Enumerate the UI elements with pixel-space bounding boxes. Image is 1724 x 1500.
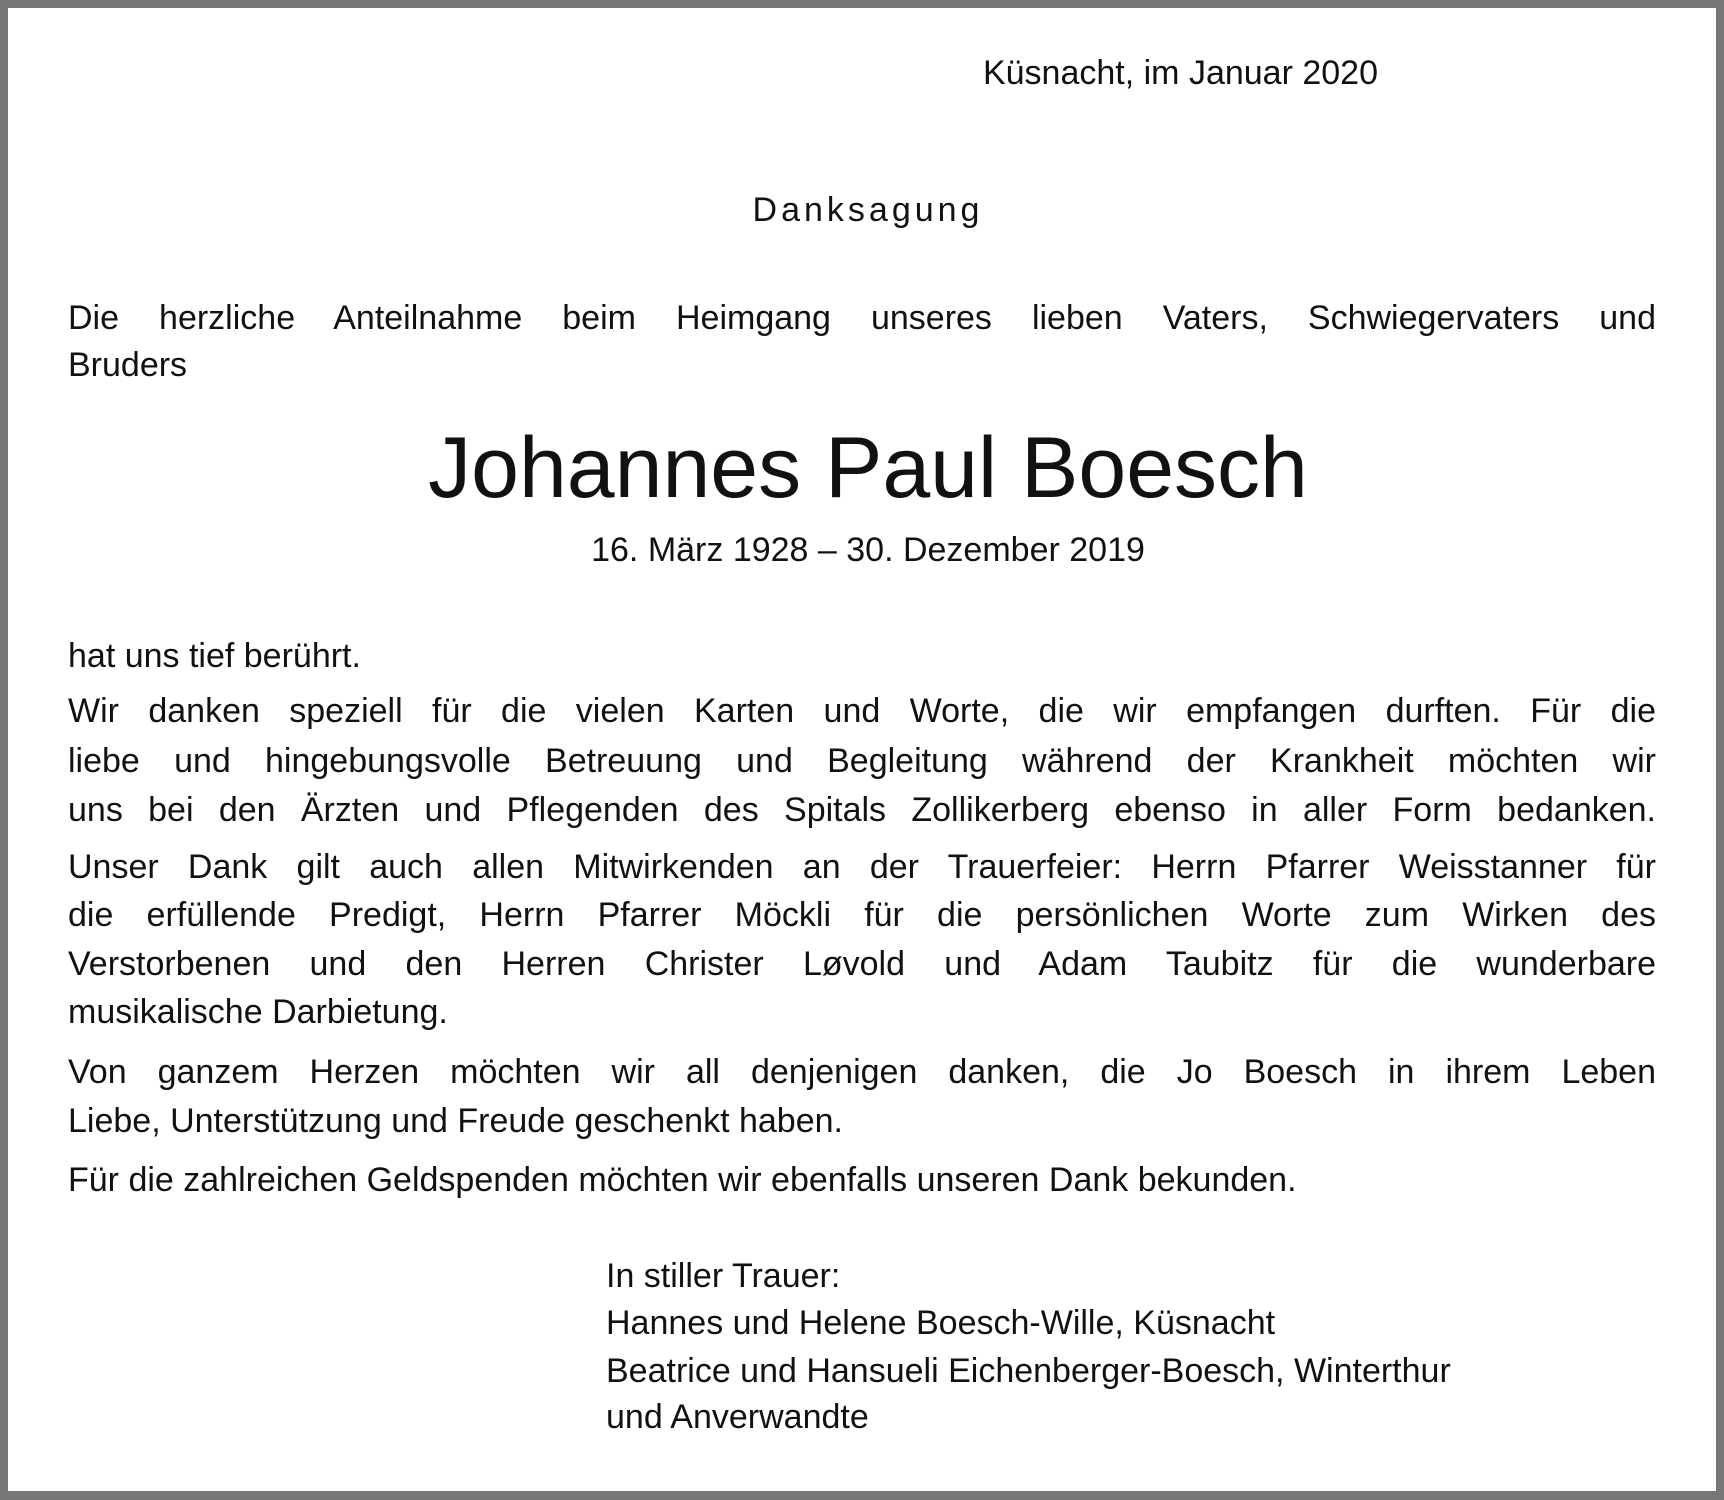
obituary-page (8, 8, 1716, 1491)
signature-line: Hannes und Helene Boesch-Wille, Küsnacht (606, 1304, 1276, 1342)
body-line: uns bei den Ärzten und Pflegenden des Spitals Zollikerberg ebenso in aller Form bedanken. (68, 791, 1656, 829)
body-line: Von ganzem Herzen möchten wir all denjenigen danken, die Jo Boesch in ihrem Leben (68, 1053, 1656, 1091)
body-line: die erfüllende Predigt, Herrn Pfarrer Möckli für die persönlichen Worte zum Wirken des (68, 896, 1656, 934)
place-date: Küsnacht, im Januar 2020 (982, 54, 1378, 92)
deceased-name: Johannes Paul Boesch (428, 420, 1308, 516)
life-dates: 16. März 1928 – 30. Dezember 2019 (591, 531, 1145, 569)
intro-line: Die herzliche Anteilnahme beim Heimgang unseres lieben Vaters, Schwiegervaters und (68, 299, 1656, 337)
body-line: hat uns tief berührt. (68, 637, 361, 675)
heading: Danksagung (752, 191, 984, 229)
body-line: Liebe, Unterstützung und Freude geschenkt haben. (68, 1102, 843, 1140)
body-line: Unser Dank gilt auch allen Mitwirkenden an der Trauerfeier: Herrn Pfarrer Weisstanner für (68, 848, 1656, 886)
signature-line: In stiller Trauer: (606, 1257, 841, 1295)
signature-line: Beatrice und Hansueli Eichenberger-Boesch, Winterthur (606, 1352, 1451, 1390)
intro-line: Bruders (68, 346, 188, 384)
signature-line: und Anverwandte (606, 1398, 869, 1436)
body-line: musikalische Darbietung. (68, 993, 448, 1031)
body-line: liebe und hingebungsvolle Betreuung und Begleitung während der Krankheit möchten wir (68, 742, 1656, 780)
body-line: Verstorbenen und den Herren Christer Løvold und Adam Taubitz für die wunderbare (68, 945, 1656, 983)
body-line: Wir danken speziell für die vielen Karten und Worte, die wir empfangen durften. Für die (68, 692, 1656, 730)
body-line: Für die zahlreichen Geldspenden möchten wir ebenfalls unseren Dank bekunden. (68, 1161, 1297, 1199)
